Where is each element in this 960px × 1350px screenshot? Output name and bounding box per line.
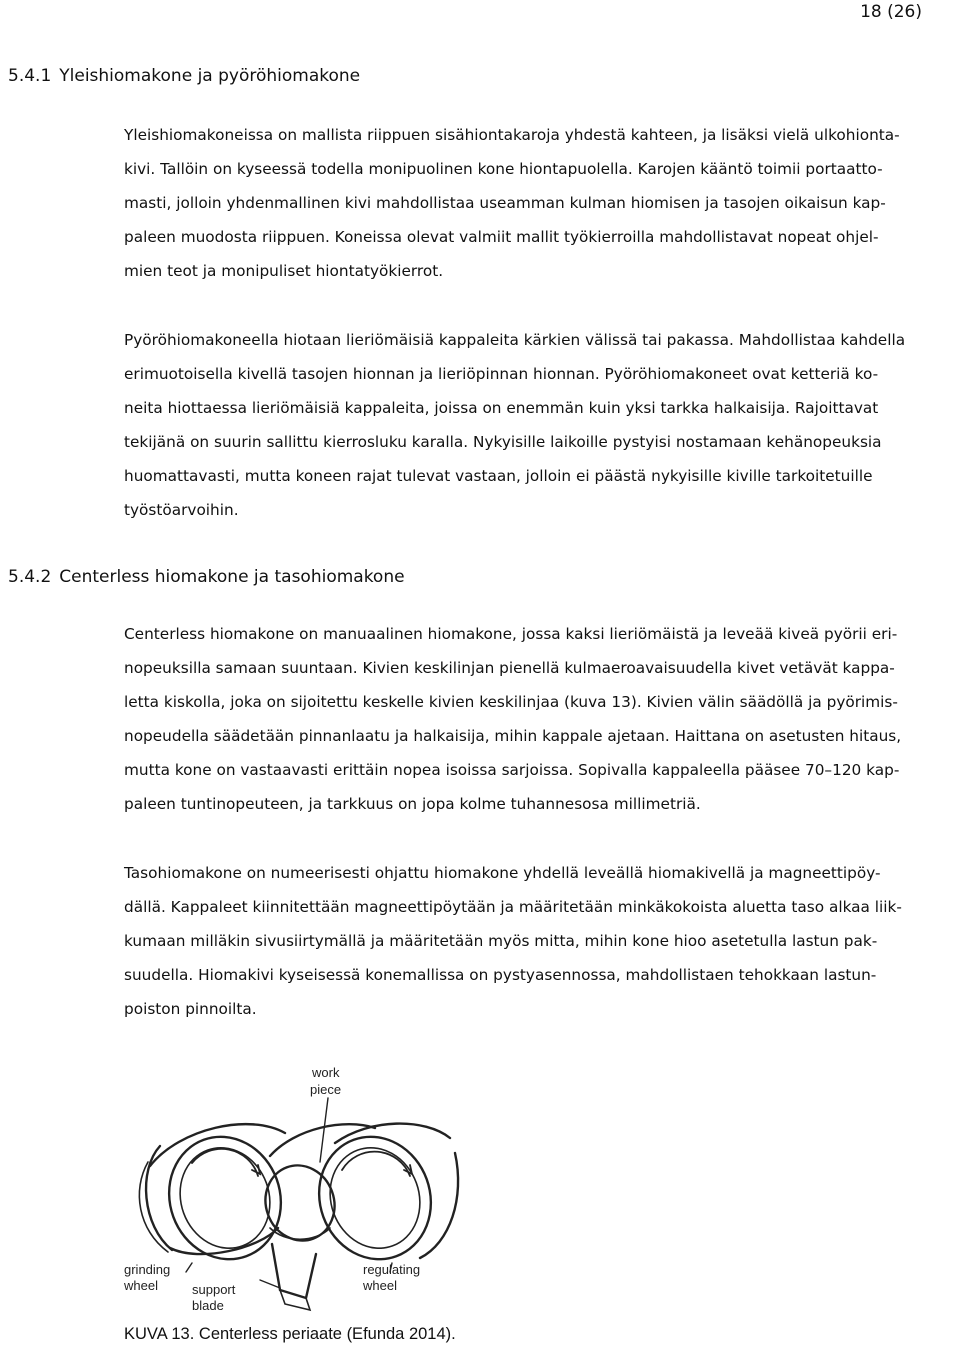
text-line: huomattavasti, mutta koneen rajat tulevat vastaan, jolloin ei päästä nykyisille kiville tarkoitetuille xyxy=(124,467,873,485)
text-line: kivi. Tallöin on kyseessä todella monipuolinen kone hiontapuolella. Karojen kääntö toimii portaatto- xyxy=(124,160,883,178)
figure-caption: KUVA 13. Centerless periaate (Efunda 2014). xyxy=(124,1325,456,1343)
text-line: paleen tuntinopeuteen, ja tarkkuus on jopa kolme tuhannesosa millimetriä. xyxy=(124,795,701,813)
label-blade: blade xyxy=(192,1298,224,1313)
section-number: 5.4.1 xyxy=(8,66,52,86)
centerless-diagram xyxy=(120,1058,460,1318)
label-support: support xyxy=(192,1282,236,1297)
text-line: nopeuksilla samaan suuntaan. Kivien keskilinjan pienellä kulmaeroavaisuudella kivet vetävät kappa- xyxy=(124,659,895,677)
text-line: Yleishiomakoneissa on mallista riippuen sisähiontakaroja yhdestä kahteen, ja lisäksi vielä ulkohionta- xyxy=(124,126,900,144)
text-line: dällä. Kappaleet kiinnitettään magneettipöytään ja määritetään minkäkokoista aluetta taso alkaa liik- xyxy=(124,898,902,916)
paragraph-yleishiomakone xyxy=(124,118,956,288)
label-grinding-wheel: wheel xyxy=(124,1278,158,1293)
paragraph-centerless xyxy=(124,617,956,821)
section-number: 5.4.2 xyxy=(8,567,52,587)
text-line: poiston pinnoilta. xyxy=(124,1000,257,1018)
paragraph-tasohiomakone xyxy=(124,856,956,1026)
text-line: erimuotoisella kivellä tasojen hionnan ja lieriöpinnan hionnan. Pyöröhiomakoneet ovat ketteriä ko- xyxy=(124,365,879,383)
section-title: Centerless hiomakone ja tasohiomakone xyxy=(59,567,405,587)
work-piece-shape xyxy=(255,1124,375,1250)
text-line: Pyöröhiomakoneella hiotaan lieriömäisiä kappaleita kärkien välissä tai pakassa. Mahdollistaa kahdella xyxy=(124,331,906,349)
text-line: tekijänä on suurin sallittu kierrosluku karalla. Nykyisille laikoille pystyisi nostamaan kehänopeuksia xyxy=(124,433,882,451)
label-piece: piece xyxy=(310,1082,342,1097)
section-title: Yleishiomakone ja pyöröhiomakone xyxy=(59,66,361,86)
support-blade-leader xyxy=(260,1280,280,1288)
label-regulating-wheel: wheel xyxy=(363,1278,397,1293)
work-piece-leader xyxy=(320,1098,328,1162)
text-line: letta kiskolla, joka on sijoitettu keskelle kivien keskilinjaa (kuva 13). Kivien välin säädöllä ja pyörimis- xyxy=(124,693,898,711)
label-regulating: regulating xyxy=(363,1262,421,1277)
text-line: työstöarvoihin. xyxy=(124,501,239,519)
regulating-wheel-shape xyxy=(302,1121,458,1275)
text-line: kumaan milläkin sivusiirtymällä ja määritetään myös mitta, mihin kone hioo asetetulla lastun pak- xyxy=(124,932,878,950)
paragraph-pyorohiomakone xyxy=(124,323,956,527)
text-line: nopeudella säädetään pinnanlaatu ja halkaisija, mihin kappale ajetaan. Haittana on asetusten hitaus, xyxy=(124,727,902,745)
grinding-wheel-leader xyxy=(186,1263,192,1272)
section-heading-5-4-1 xyxy=(8,66,360,86)
text-line: mien teot ja monipuliset hiontatyökierrot. xyxy=(124,262,444,280)
page-number: 18 (26) xyxy=(860,2,922,22)
centerless-figure xyxy=(120,1058,460,1318)
support-blade-shape xyxy=(272,1244,316,1310)
text-line: Tasohiomakone on numeerisesti ohjattu hiomakone yhdellä leveällä hiomakivellä ja magneettipöy- xyxy=(124,864,881,882)
label-work: work xyxy=(312,1065,340,1080)
text-line: masti, jolloin yhdenmallinen kivi mahdollistaa useamman kulman hiomisen ja tasojen oikaisun kap- xyxy=(124,194,886,212)
text-line: Centerless hiomakone on manuaalinen hiomakone, jossa kaksi lieriömäistä ja leveää kiveä pyörii eri- xyxy=(124,625,898,643)
text-line: neita hiottaessa lieriömäisiä kappaleita, joissa on enemmän kuin yksi tarkka halkaisija. Rajoittavat xyxy=(124,399,879,417)
section-heading-5-4-2 xyxy=(8,567,405,587)
text-line: suudella. Hiomakivi kyseisessä konemallissa on pystyasennossa, mahdollistaen tehokkaan lastun- xyxy=(124,966,877,984)
text-line: mutta kone on vastaavasti erittäin nopea isoissa sarjoissa. Sopivalla kappaleella pääsee 70–120 kap- xyxy=(124,761,900,779)
text-line: paleen muodosta riippuen. Koneissa olevat valmiit mallit työkierroilla mahdollistavat nopeat ohjel- xyxy=(124,228,879,246)
label-grinding: grinding xyxy=(124,1262,171,1277)
